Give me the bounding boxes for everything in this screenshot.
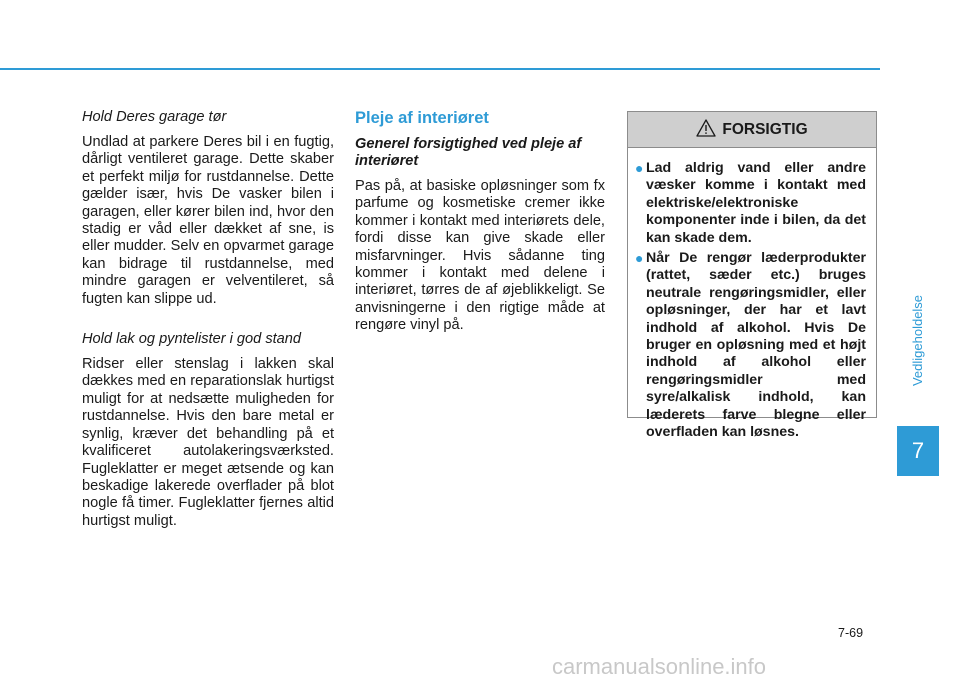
- chapter-name: Vedligeholdelse: [910, 294, 926, 386]
- watermark: carmanualsonline.info: [552, 654, 767, 679]
- paint-heading: Hold lak og pyntelister i god stand: [82, 331, 302, 348]
- chapter-side-label: [898, 240, 938, 440]
- caution-list: [628, 148, 876, 442]
- bullet-icon: ●: [635, 250, 644, 267]
- garage-heading: Hold Deres garage tør: [82, 109, 227, 125]
- page-number: 7-69: [838, 626, 864, 640]
- garage-paragraph: Undlad at parkere Deres bil i en fugtig, dårligt ventileret garage. Dette skaber et perfekt miljø for rustdannelse. Dette gælder især, hvis De vasker bilen i garagen, eller kører bilen ind, hvor den stadig er våd eller dækket af sne, is eller mudder. Selv en opvarmet garage kan bidrage til rustdannelse, med mindre garagen er velventileret, så fugten kan slippe ud.: [82, 134, 334, 307]
- warning-triangle-icon: [696, 119, 716, 137]
- caution-item: [635, 250, 866, 441]
- bullet-icon: ●: [635, 160, 644, 176]
- interior-paragraph: Pas på, at basiske opløsninger som fx parfume og kosmetiske cremer ikke kommer i kontakt med interiørets dele, fordi disse kan give skade eller misfarvninger. Hvis sådanne ting kommer i kontakt med delene i interiøret, tørres de af øjeblikkeligt. Se anvisningerne i den rigtige måde at rengøre vinyl på.: [355, 178, 605, 334]
- top-rule: [0, 68, 880, 70]
- left-column: [82, 108, 334, 530]
- caution-box: [627, 111, 877, 441]
- caution-item-text: Lad aldrig vand eller andre væsker komme i kontakt med elektriske/elektroniske komponenter inde i bilen, da det kan skade dem.: [646, 160, 866, 246]
- chapter-number: 7: [911, 438, 925, 463]
- caution-item: [635, 160, 866, 247]
- section-title: Pleje af interiøret: [355, 109, 489, 127]
- paint-paragraph: Ridser eller stenslag i lakken skal dækkes med en reparationslak hurtigst muligt for at nedsætte muligheden for rustdannelse. Hvis den bare metal er synlig, kræver det behandling på et kvalificeret autolakeringsværksted. Fugleklatter er meget ætsende og kan beskadige lakerede overflader på blot nogle få timer. Fugleklatter fjernes altid hurtigst muligt.: [82, 356, 334, 529]
- interior-subheading: Generel forsigtighed ved pleje af interiøret: [355, 136, 582, 169]
- caution-header: [628, 112, 876, 148]
- caution-title: FORSIGTIG: [722, 120, 808, 138]
- middle-column: [355, 108, 605, 335]
- caution-item-text: Når De rengør læderprodukter (rattet, sæder etc.) bruges neutrale rengøringsmidler, eller opløsninger, der har et lavt indhold af alkohol. Hvis De bruger en opløsning med et højt indhold af alkohol eller rengøringsmidler med syre/alkalisk indhold, kan læderets farve blegne eller overfladen kan løsnes.: [646, 250, 866, 441]
- chapter-tab: [897, 426, 939, 476]
